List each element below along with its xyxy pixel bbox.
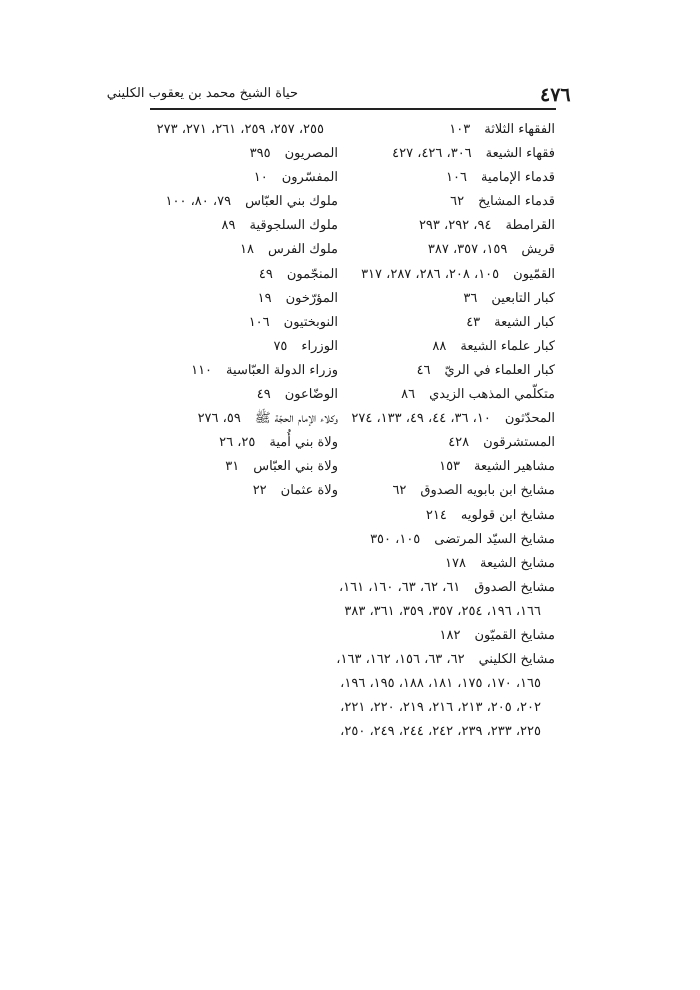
index-term: كبار علماء الشيعة bbox=[460, 338, 555, 354]
index-column-left bbox=[133, 118, 338, 504]
index-term: الفقهاء الثلاثة bbox=[484, 122, 555, 137]
index-page-refs: ٦٢ bbox=[450, 194, 465, 210]
index-page-refs: ٤٢٨ bbox=[448, 435, 470, 451]
index-page-refs: ٨٩ bbox=[221, 218, 236, 234]
index-term: مشاهير الشيعة bbox=[474, 459, 555, 475]
index-entry bbox=[330, 166, 555, 190]
index-page-refs: ٢٥، ٢٦ bbox=[219, 435, 256, 451]
index-entry bbox=[330, 576, 555, 600]
index-term: مشايخ الشيعة bbox=[480, 555, 555, 571]
index-page-refs: ٢٠٢، ٢٠٥، ٢١٣، ٢١٦، ٢١٩، ٢٢٠، ٢٢١، bbox=[340, 700, 541, 716]
index-term: ولاة بني العبّاس bbox=[253, 459, 338, 475]
index-page-refs: ١٦٦، ١٩٦، ٢٥٤، ٣٥٧، ٣٥٩، ٣٦١، ٣٨٣ bbox=[344, 603, 541, 619]
index-term: ملوك بني العبّاس bbox=[245, 194, 338, 210]
index-page-refs: ٢١٤ bbox=[425, 507, 447, 523]
index-entry bbox=[330, 648, 555, 672]
index-page-refs: ٢٢ bbox=[252, 483, 267, 499]
index-entry bbox=[133, 383, 338, 407]
index-column-right bbox=[330, 118, 555, 744]
index-page-refs: ١٦٥، ١٧٠، ١٧٥، ١٨١، ١٨٨، ١٩٥، ١٩٦، bbox=[340, 676, 541, 692]
index-page-refs: ١٠٥، ٢٠٨، ٢٨٦، ٢٨٧، ٣١٧ bbox=[361, 266, 500, 282]
index-term: المفسّرون bbox=[281, 170, 338, 186]
index-term: مشايخ القميّون bbox=[474, 627, 555, 643]
index-term: وزراء الدولة العبّاسية bbox=[226, 362, 338, 378]
index-term: ملوك السلجوقية bbox=[249, 218, 338, 234]
index-term: مشايخ الصدوق bbox=[474, 579, 555, 595]
page-number: ٤٧٦ bbox=[540, 84, 571, 106]
index-page-refs: ١٠٣ bbox=[449, 122, 471, 137]
index-page-refs: ٤٣ bbox=[466, 314, 481, 330]
index-page-refs: ٣٦ bbox=[463, 290, 478, 306]
index-page-refs: ١١٠ bbox=[191, 362, 213, 378]
index-page-refs: ١٠٥، ٣٥٠ bbox=[370, 531, 421, 547]
index-entry bbox=[133, 407, 338, 431]
index-entry bbox=[330, 407, 555, 431]
index-page-refs: ٧٥ bbox=[273, 338, 288, 354]
index-term: الوضّاعون bbox=[284, 387, 338, 403]
index-term: الوزراء bbox=[301, 338, 338, 354]
index-page-refs: ٦٢ bbox=[392, 483, 407, 499]
index-term: النوبختيون bbox=[283, 314, 338, 330]
index-entry bbox=[133, 479, 338, 503]
index-entry bbox=[133, 214, 338, 238]
index-entry bbox=[330, 672, 555, 696]
index-page-refs: ٢٥٥، ٢٥٧، ٢٥٩، ٢٦١، ٢٧١، ٢٧٣ bbox=[156, 122, 324, 137]
index-entry bbox=[133, 190, 338, 214]
index-entry bbox=[330, 335, 555, 359]
index-term: مشايخ السيّد المرتضى bbox=[434, 531, 555, 547]
index-entry bbox=[330, 311, 555, 335]
index-page-refs: ١٥٣ bbox=[439, 459, 461, 475]
index-term: ولاة عثمان bbox=[280, 483, 338, 499]
index-page-refs: ٨٨ bbox=[432, 338, 447, 354]
index-page-refs: ٧٩، ٨٠، ١٠٠ bbox=[165, 194, 232, 210]
index-term: قريش bbox=[521, 242, 555, 258]
index-term: المؤرّخون bbox=[285, 290, 338, 306]
index-term: المصريون bbox=[284, 146, 338, 162]
index-page-refs: ١٨ bbox=[240, 242, 254, 258]
index-term: كبار العلماء في الريّ bbox=[444, 362, 555, 378]
index-page-refs: ١٧٨ bbox=[445, 555, 466, 571]
index-page-refs: ٣٠٦، ٤٢٦، ٤٢٧ bbox=[392, 146, 472, 162]
index-entry bbox=[330, 600, 555, 624]
index-page-refs: ٦٢، ٦٣، ١٥٦، ١٦٢، ١٦٣، bbox=[336, 652, 465, 668]
index-page-refs: ١٠، ٣٦، ٤٤، ٤٩، ١٣٣، ٢٧٤ bbox=[351, 411, 491, 427]
index-entry bbox=[330, 504, 555, 528]
index-entry bbox=[133, 238, 338, 262]
index-entry bbox=[330, 118, 555, 142]
index-entry bbox=[330, 359, 555, 383]
index-entry bbox=[133, 118, 338, 142]
index-entry bbox=[330, 238, 555, 262]
index-term: المحدّثون bbox=[504, 411, 555, 427]
index-term: قدماء الإمامية bbox=[480, 170, 555, 186]
index-entry bbox=[133, 287, 338, 311]
header-rule bbox=[150, 108, 556, 110]
index-page-refs: ٥٩، ٢٧٦ bbox=[197, 411, 241, 427]
index-term: القمّيون bbox=[513, 266, 555, 282]
index-page-refs: ٤٩ bbox=[258, 266, 273, 282]
index-term: القرامطة bbox=[505, 218, 555, 234]
index-entry bbox=[133, 263, 338, 287]
index-entry bbox=[133, 455, 338, 479]
index-term: وكلاء الإمام الحجّة ﷺ bbox=[254, 411, 338, 427]
index-entry bbox=[330, 552, 555, 576]
index-entry bbox=[330, 263, 555, 287]
index-entry bbox=[133, 166, 338, 190]
index-term: قدماء المشايخ bbox=[478, 194, 555, 210]
index-page-refs: ٤٩ bbox=[256, 387, 271, 403]
index-entry bbox=[133, 311, 338, 335]
index-entry bbox=[133, 431, 338, 455]
index-entry bbox=[133, 142, 338, 166]
index-term: مشايخ ابن قولويه bbox=[460, 507, 555, 523]
index-page-refs: ١٠٦ bbox=[248, 314, 270, 330]
index-term: مشايخ ابن بابويه الصدوق bbox=[420, 483, 555, 499]
index-page-refs: ٢٢٥، ٢٣٣، ٢٣٩، ٢٤٢، ٢٤٤، ٢٤٩، ٢٥٠، bbox=[340, 724, 541, 740]
index-entry bbox=[330, 431, 555, 455]
index-entry bbox=[330, 624, 555, 648]
index-term: المستشرقون bbox=[483, 435, 555, 451]
index-term: فقهاء الشيعة bbox=[485, 146, 555, 162]
index-term: متكلّمي المذهب الزيدي bbox=[429, 387, 555, 403]
index-page-refs: ٦١، ٦٢، ٦٣، ١٦٠، ١٦١، bbox=[338, 579, 461, 595]
index-entry bbox=[330, 696, 555, 720]
index-page-refs: ١٠ bbox=[253, 170, 268, 186]
index-page-refs: ٣١ bbox=[225, 459, 240, 475]
index-entry bbox=[330, 528, 555, 552]
index-page-refs: ١٨٢ bbox=[439, 627, 461, 643]
index-page-refs: ٣٩٥ bbox=[249, 146, 271, 162]
index-term: كبار التابعين bbox=[491, 290, 555, 306]
running-head-title: حياة الشيخ محمد بن يعقوب الكليني bbox=[106, 86, 298, 101]
index-entry bbox=[330, 142, 555, 166]
index-page-refs: ٨٦ bbox=[401, 387, 416, 403]
index-term: مشايخ الكليني bbox=[478, 652, 555, 668]
index-page-refs: ١٠٦ bbox=[446, 170, 467, 186]
index-entry bbox=[330, 479, 555, 503]
index-page-refs: ٩٤، ٢٩٢، ٢٩٣ bbox=[418, 218, 492, 234]
index-page-refs: ٤٦ bbox=[416, 362, 431, 378]
index-entry bbox=[330, 383, 555, 407]
index-term: ملوك الفرس bbox=[267, 242, 338, 258]
index-term: ولاة بني أُمية bbox=[269, 435, 338, 451]
index-page-refs: ١٥٩، ٣٥٧، ٣٨٧ bbox=[427, 242, 508, 258]
index-entry bbox=[133, 359, 338, 383]
index-term: كبار الشيعة bbox=[494, 314, 555, 330]
index-term: المنجّمون bbox=[286, 266, 338, 282]
index-entry bbox=[330, 214, 555, 238]
index-page-refs: ١٩ bbox=[257, 290, 272, 306]
index-entry bbox=[330, 455, 555, 479]
index-entry bbox=[330, 720, 555, 744]
index-entry bbox=[330, 287, 555, 311]
index-entry bbox=[133, 335, 338, 359]
index-entry bbox=[330, 190, 555, 214]
